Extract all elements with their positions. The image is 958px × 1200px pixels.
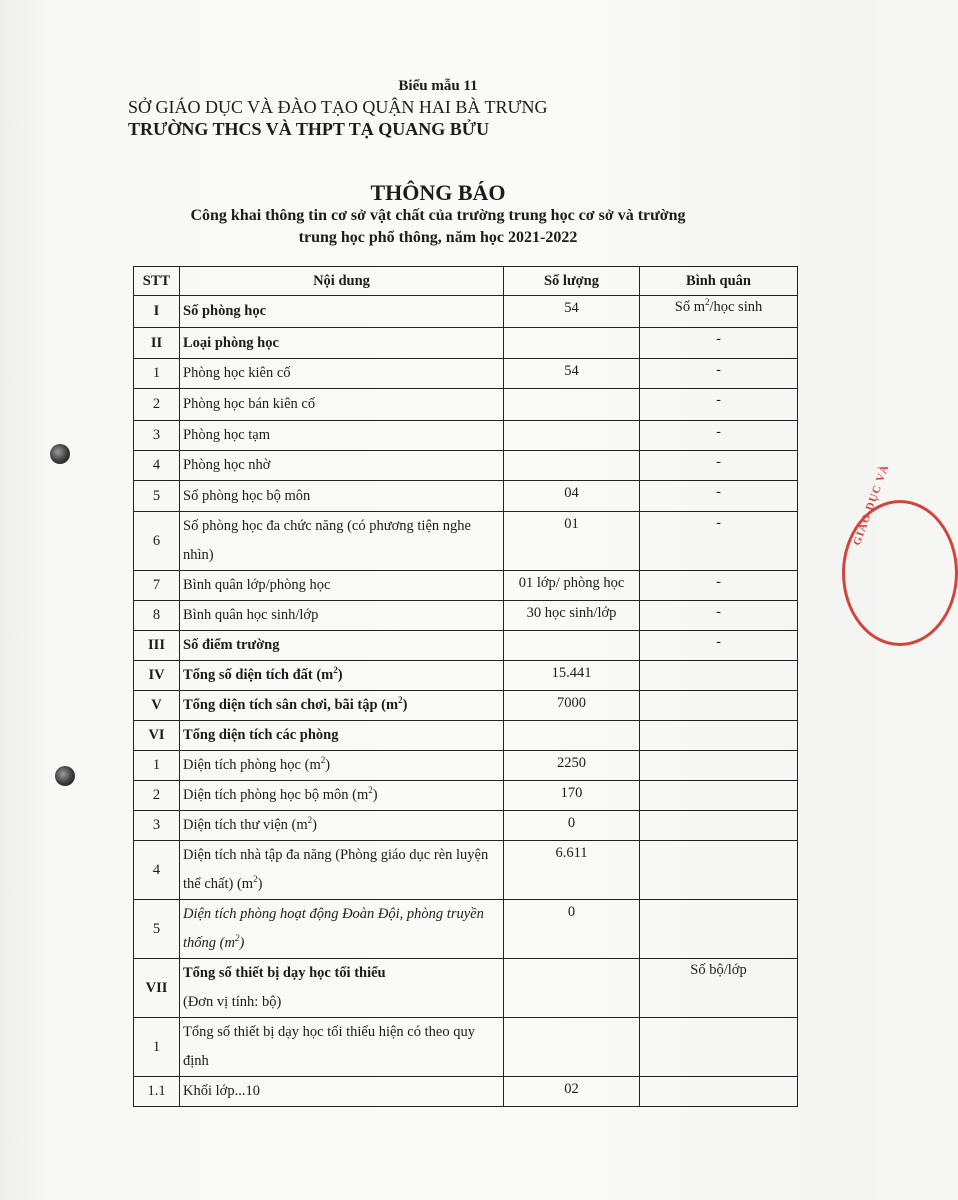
row-content: [180, 959, 504, 1018]
header-average: Bình quân: [640, 267, 798, 296]
table-row: [134, 751, 798, 781]
table-row: [134, 1018, 798, 1077]
row-quantity: 54: [504, 359, 640, 389]
row-stt: 1.1: [134, 1077, 180, 1107]
row-stt: VII: [134, 959, 180, 1018]
header-stt: STT: [134, 267, 180, 296]
row-content: [180, 389, 504, 421]
row-content: [180, 451, 504, 481]
row-quantity: 04: [504, 481, 640, 512]
row-content-text: Diện tích phòng học $(m^2)$: [183, 755, 331, 773]
row-average: [640, 691, 798, 721]
row-content: [180, 481, 504, 512]
row-average: Số bộ/lớp: [640, 959, 798, 1018]
row-content-text: Bình quân lớp/phòng học: [183, 577, 331, 593]
table-row: [134, 691, 798, 721]
table-row: [134, 328, 798, 359]
row-quantity: 6.611: [504, 841, 640, 900]
row-content: [180, 841, 504, 900]
document-subtitle-line2: trung học phổ thông, năm học 2021-2022: [298, 229, 578, 246]
row-content-text: Số phòng học đa chức năng (có phương tiện nghe nhìn): [183, 518, 471, 563]
row-stt: 3: [134, 811, 180, 841]
facilities-table: [133, 266, 798, 1107]
row-stt: I: [134, 296, 180, 328]
row-quantity: [504, 631, 640, 661]
row-content: [180, 1018, 504, 1077]
form-number: Biểu mẫu 11: [398, 78, 478, 94]
row-average: [640, 900, 798, 959]
row-content: [180, 751, 504, 781]
table-header-row: [134, 267, 798, 296]
row-content-text: Diện tích nhà tập đa năng (Phòng giáo dục rèn luyện thể chất) $(m^2)$: [183, 847, 489, 892]
row-quantity: 54: [504, 296, 640, 328]
row-content-text: Số phòng học bộ môn: [183, 487, 311, 504]
row-content-text: Phòng học nhờ: [183, 457, 271, 473]
row-average: -: [640, 631, 798, 661]
row-content: [180, 900, 504, 959]
row-quantity: [504, 959, 640, 1018]
row-stt: II: [134, 328, 180, 359]
row-content: [180, 359, 504, 389]
table-row: [134, 421, 798, 451]
row-content-text: Bình quân học sinh/lớp: [183, 607, 319, 623]
row-average: [640, 811, 798, 841]
row-content: [180, 512, 504, 571]
row-average: -: [640, 481, 798, 512]
row-stt: 4: [134, 451, 180, 481]
table-row: [134, 959, 798, 1018]
row-average: -: [640, 328, 798, 359]
row-stt: V: [134, 691, 180, 721]
row-content-text: Diện tích thư viện $(m^2)$: [183, 815, 317, 833]
row-content-text: Số điểm trường: [183, 637, 280, 653]
table-row: [134, 389, 798, 421]
row-quantity: 0: [504, 900, 640, 959]
row-stt: 1: [134, 1018, 180, 1077]
row-stt: IV: [134, 661, 180, 691]
row-content-text: Diện tích phòng học bộ môn $(m^2)$: [183, 785, 378, 803]
document-subtitle-line1: Công khai thông tin cơ sở vật chất của trường trung học cơ sở và trường: [190, 207, 686, 224]
row-content-text: Khối lớp...10: [183, 1083, 260, 1099]
table-row: [134, 811, 798, 841]
department-name: SỞ GIÁO DỤC VÀ ĐÀO TẠO QUẬN HAI BÀ TRƯNG: [128, 97, 548, 117]
row-content: [180, 781, 504, 811]
row-average: [640, 781, 798, 811]
row-average: -: [640, 512, 798, 571]
row-content-text: Tổng diện tích các phòng: [183, 727, 339, 743]
row-average: -: [640, 389, 798, 421]
row-average: -: [640, 451, 798, 481]
row-stt: 5: [134, 481, 180, 512]
row-content: [180, 421, 504, 451]
header-quantity: Số lượng: [504, 267, 640, 296]
row-average: -: [640, 359, 798, 389]
row-content: [180, 811, 504, 841]
row-content-text: Phòng học tạm: [183, 427, 270, 443]
table-row: [134, 1077, 798, 1107]
punch-hole-icon: [50, 444, 70, 464]
table-row: [134, 512, 798, 571]
table-row: [134, 841, 798, 900]
row-quantity: [504, 1018, 640, 1077]
table-row: [134, 296, 798, 328]
row-stt: 5: [134, 900, 180, 959]
row-content: [180, 328, 504, 359]
row-quantity: 01 lớp/ phòng học: [504, 571, 640, 601]
row-stt: 7: [134, 571, 180, 601]
punch-hole-icon: [55, 766, 75, 786]
row-content-text: Tổng số thiết bị dạy học tối thiểu hiện có theo quy định: [183, 1024, 475, 1069]
row-content: [180, 661, 504, 691]
row-quantity: 170: [504, 781, 640, 811]
row-quantity: 15.441: [504, 661, 640, 691]
row-content: [180, 691, 504, 721]
table-row: [134, 900, 798, 959]
header-content: Nội dung: [180, 267, 504, 296]
row-content-text: Tổng số thiết bị dạy học tối thiểu: [183, 965, 386, 981]
row-stt: VI: [134, 721, 180, 751]
row-quantity: [504, 421, 640, 451]
row-content-text: Loại phòng học: [183, 334, 279, 351]
row-content: [180, 721, 504, 751]
row-quantity: [504, 328, 640, 359]
row-quantity: [504, 721, 640, 751]
table-row: [134, 481, 798, 512]
table-row: [134, 661, 798, 691]
row-quantity: 7000: [504, 691, 640, 721]
row-stt: 3: [134, 421, 180, 451]
red-seal-stamp: GIÁO DỤC VÀ: [842, 500, 958, 646]
table-row: [134, 781, 798, 811]
document-title: THÔNG BÁO: [370, 180, 506, 205]
row-content: [180, 631, 504, 661]
row-average: Số $m^2$/học sinh: [640, 296, 798, 328]
row-content-text: Diện tích phòng hoạt động Đoàn Đội, phòng truyền thống $(m^2)$: [183, 906, 484, 951]
row-content: [180, 296, 504, 328]
row-average: -: [640, 601, 798, 631]
row-content-text: Phòng học bán kiên cố: [183, 396, 316, 412]
row-average: [640, 721, 798, 751]
row-quantity: 01: [504, 512, 640, 571]
row-quantity: 30 học sinh/lớp: [504, 601, 640, 631]
row-content-text: Phòng học kiên cố: [183, 365, 291, 381]
row-average: [640, 1077, 798, 1107]
table-row: [134, 721, 798, 751]
row-average: [640, 841, 798, 900]
row-content: [180, 1077, 504, 1107]
table-row: [134, 601, 798, 631]
row-stt: 8: [134, 601, 180, 631]
table-row: [134, 631, 798, 661]
school-name: TRƯỜNG THCS VÀ THPT TẠ QUANG BỬU: [128, 119, 490, 139]
table-row: [134, 571, 798, 601]
row-stt: 4: [134, 841, 180, 900]
row-quantity: [504, 389, 640, 421]
row-stt: 6: [134, 512, 180, 571]
table-row: [134, 359, 798, 389]
row-stt: 2: [134, 781, 180, 811]
row-quantity: 0: [504, 811, 640, 841]
row-content: [180, 601, 504, 631]
row-stt: III: [134, 631, 180, 661]
table-row: [134, 451, 798, 481]
row-stt: 1: [134, 751, 180, 781]
row-stt: 2: [134, 389, 180, 421]
row-average: -: [640, 571, 798, 601]
row-content-text: Số phòng học: [183, 303, 267, 319]
row-average: [640, 751, 798, 781]
row-quantity: [504, 451, 640, 481]
row-quantity: 2250: [504, 751, 640, 781]
row-content-note: (Đơn vị tính: bộ): [183, 994, 282, 1010]
row-content-text: Tổng diện tích sân chơi, bãi tập $(m^2)$: [183, 695, 408, 713]
row-content-text: Tổng số diện tích đất $(m^2)$: [183, 665, 343, 683]
row-average: [640, 1018, 798, 1077]
row-average: [640, 661, 798, 691]
row-average: -: [640, 421, 798, 451]
row-quantity: 02: [504, 1077, 640, 1107]
row-stt: 1: [134, 359, 180, 389]
row-content: [180, 571, 504, 601]
